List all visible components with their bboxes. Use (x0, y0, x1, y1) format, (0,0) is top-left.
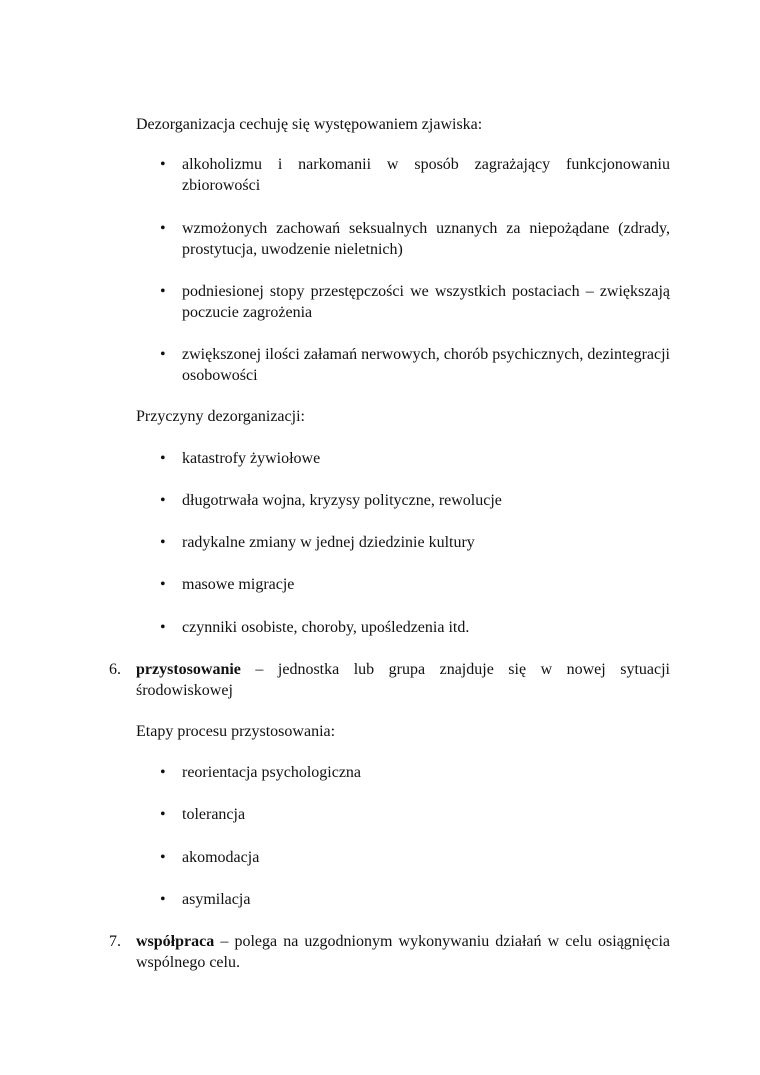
bullet-icon: • (160, 806, 166, 823)
bullet-item: • długotrwała wojna, kryzysy polityczne, rewolucje (160, 492, 502, 509)
bullet-item: • wzmożonych zachowań seksualnych uznanych za niepożądane (zdrady, prostytucja, uwodzenie nieletnich) (160, 220, 670, 258)
bullet-icon: • (160, 891, 166, 908)
term-wspolpraca: współpraca (136, 933, 215, 950)
bullet-item: • akomodacja (160, 849, 260, 866)
bullet-item: • radykalne zmiany w jednej dziedzinie kultury (160, 534, 475, 551)
term-definition: – polega na uzgodnionym wykonywaniu działań w celu osiągnięcia wspólnego celu. (136, 933, 670, 971)
numbered-item-6 (109, 659, 670, 701)
bullet-icon: • (160, 156, 166, 173)
bullet-item: • katastrofy żywiołowe (160, 450, 321, 467)
item-number: 7. (109, 933, 121, 950)
bullet-icon: • (160, 534, 166, 551)
bullet-item: • reorientacja psychologiczna (160, 764, 362, 781)
bullet-item: • tolerancja (160, 806, 246, 823)
bullet-item: • asymilacja (160, 891, 251, 908)
bullet-icon: • (160, 849, 166, 866)
bullet-icon: • (160, 492, 166, 509)
bullet-icon: • (160, 619, 166, 636)
section-intro-stages: Etapy procesu przystosowania: (136, 723, 336, 740)
bullet-item: • masowe migracje (160, 576, 295, 593)
bullet-icon: • (160, 346, 166, 363)
bullet-icon: • (160, 764, 166, 781)
bullet-icon: • (160, 283, 166, 300)
term-przystosowanie: przystosowanie (136, 661, 241, 678)
item-number: 6. (109, 661, 121, 678)
bullet-item: • zwiększonej ilości załamań nerwowych, chorób psychicznych, dezintegracji osobowości (160, 346, 670, 384)
bullet-item: • czynniki osobiste, choroby, upośledzenia itd. (160, 619, 470, 636)
bullet-icon: • (160, 220, 166, 237)
numbered-item-7 (109, 931, 670, 973)
section-intro-disorganization: Dezorganizacja cechuję się występowaniem zjawiska: (136, 116, 483, 133)
term-definition: – jednostka lub grupa znajduje się w nowej sytuacji środowiskowej (136, 661, 670, 699)
bullet-item: • podniesionej stopy przestępczości we wszystkich postaciach – zwiększają poczucie zagrożenia (160, 283, 670, 321)
section-intro-causes: Przyczyny dezorganizacji: (136, 408, 305, 425)
bullet-icon: • (160, 450, 166, 467)
bullet-item: • alkoholizmu i narkomanii w sposób zagrażający funkcjonowaniu zbiorowości (160, 156, 670, 194)
bullet-icon: • (160, 576, 166, 593)
